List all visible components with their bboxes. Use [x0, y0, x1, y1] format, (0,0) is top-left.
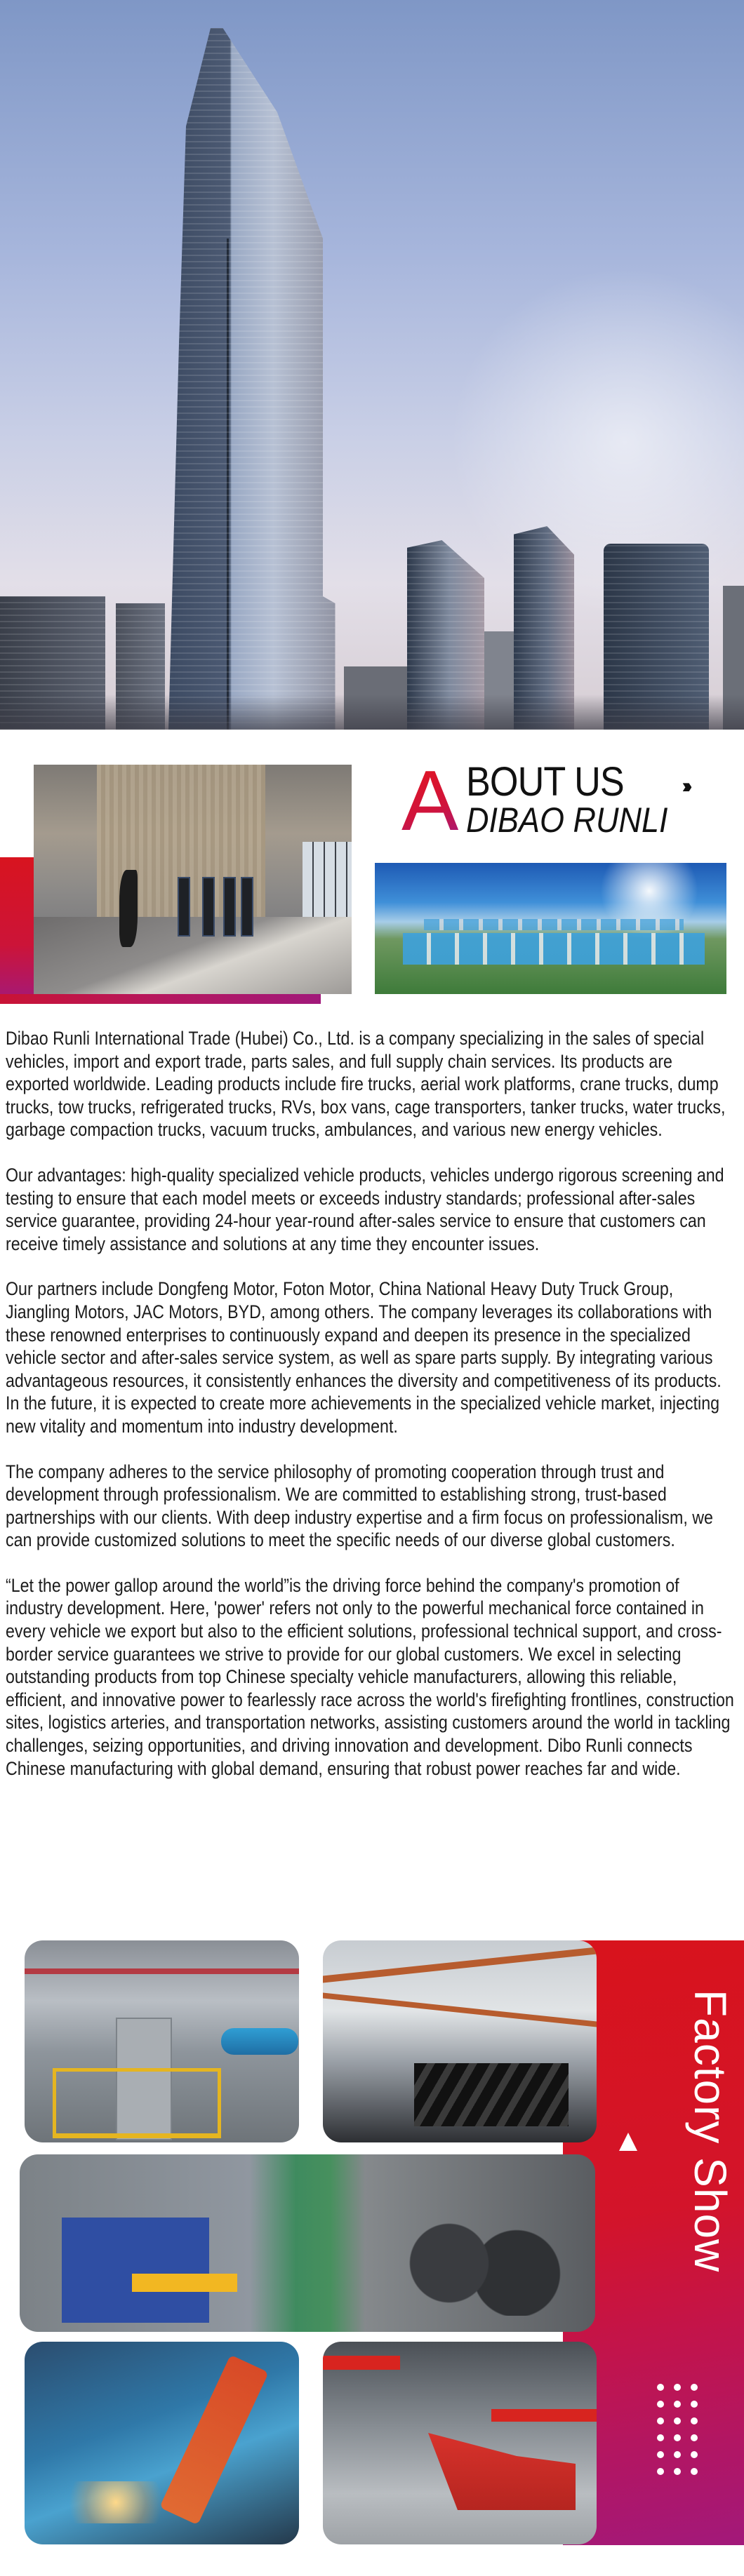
paragraph-advantages: Our advantages: high-quality specialized vehicle products, vehicles undergo rigorous screening and testing to ensure that each model meets or exceeds industry standards; professional after-sales service guarantee, providing 24-hour year-round after-sales service to ensure that customers can receive timely assistance and solutions at any time they encounter issues. [6, 1164, 724, 1254]
heading-initial-letter: A [401, 753, 459, 848]
street-level [0, 695, 744, 730]
hero-skyline-image [0, 0, 744, 730]
company-description [6, 1027, 743, 1802]
about-us-heading [401, 753, 731, 848]
factory-photo-plate-machine [25, 1940, 299, 2142]
paragraph-partners: Our partners include Dongfeng Motor, Foton Motor, China National Heavy Duty Truck Group, Jiangling Motors, JAC Motors, BYD, among others. The company leverages its collaborations with these renowned enterprises to continuously expand and deepen its presence in the specialized vehicle sector and after-sales service system, as well as spare parts supply. By integrating various advantageous resources, it consistently enhances the diversity and competitiveness of its products. In the future, it is expected to create more achievements in the specialized vehicle market, injecting new vitality and momentum into industry development. [6, 1278, 722, 1437]
accent-bar-vertical [0, 857, 34, 1003]
heading-about-us: BOUT US [466, 759, 624, 805]
paragraph-philosophy: The company adheres to the service philosophy of promoting cooperation through trust and development through professionalism. We are committed to establishing strong, trust-based partnerships with our clients. With deep industry expertise and a firm focus on professionalism, we can provide customized solutions to meet the specific needs of our diverse global customers. [6, 1461, 713, 1551]
triangle-pointer-icon [619, 2133, 637, 2151]
accent-bar-horizontal [0, 994, 321, 1004]
lobby-photo [34, 765, 352, 994]
factory-photo-welding-robot [25, 2342, 299, 2544]
factory-show-title: Factory Show [685, 1990, 736, 2273]
aerial-photo [375, 863, 726, 994]
factory-photo-steel-coils [20, 2154, 595, 2332]
chevron-arrows-icon: ›››››› [682, 774, 689, 798]
main-skyscraper [168, 28, 344, 730]
paragraph-mission: “Let the power gallop around the world”is the driving force behind the company's promotion of industry development. Here, 'power' refers not only to the powerful mechanical force contained in every vehicle we export but also to the efficient solutions, professional technical support, and cross-border service guarantees we strive to provide for our global customers. We excel in selecting outstanding products from top Chinese specialty vehicle manufacturers, allowing this reliable, efficient, and innovative power to fearlessly race across the world's firefighting frontlines, construction sites, logistics arteries, and transportation networks, assisting customers around the world in tackling challenges, seizing opportunities, and driving innovation and development. Dibo Runli connects Chinese manufacturing with global demand, ensuring that robust power reaches far and wide. [6, 1574, 734, 1779]
factory-photo-chassis-assembly [323, 1940, 597, 2142]
factory-photo-production-line [323, 2342, 597, 2544]
heading-company-name: DIBAO RUNLI [466, 800, 668, 840]
paragraph-intro: Dibao Runli International Trade (Hubei) Co., Ltd. is a company specializing in the sales of special vehicles, import and export trade, parts sales, and full supply chain services. Its products are exported worldwide. Leading products include fire trucks, aerial work platforms, crane trucks, dump trucks, tow trucks, refrigerated trucks, RVs, box vans, cage transporters, tanker trucks, water trucks, garbage compaction trucks, vacuum trucks, ambulances, and various new energy vehicles. [6, 1028, 726, 1141]
dot-grid-decoration-icon [657, 2384, 698, 2475]
